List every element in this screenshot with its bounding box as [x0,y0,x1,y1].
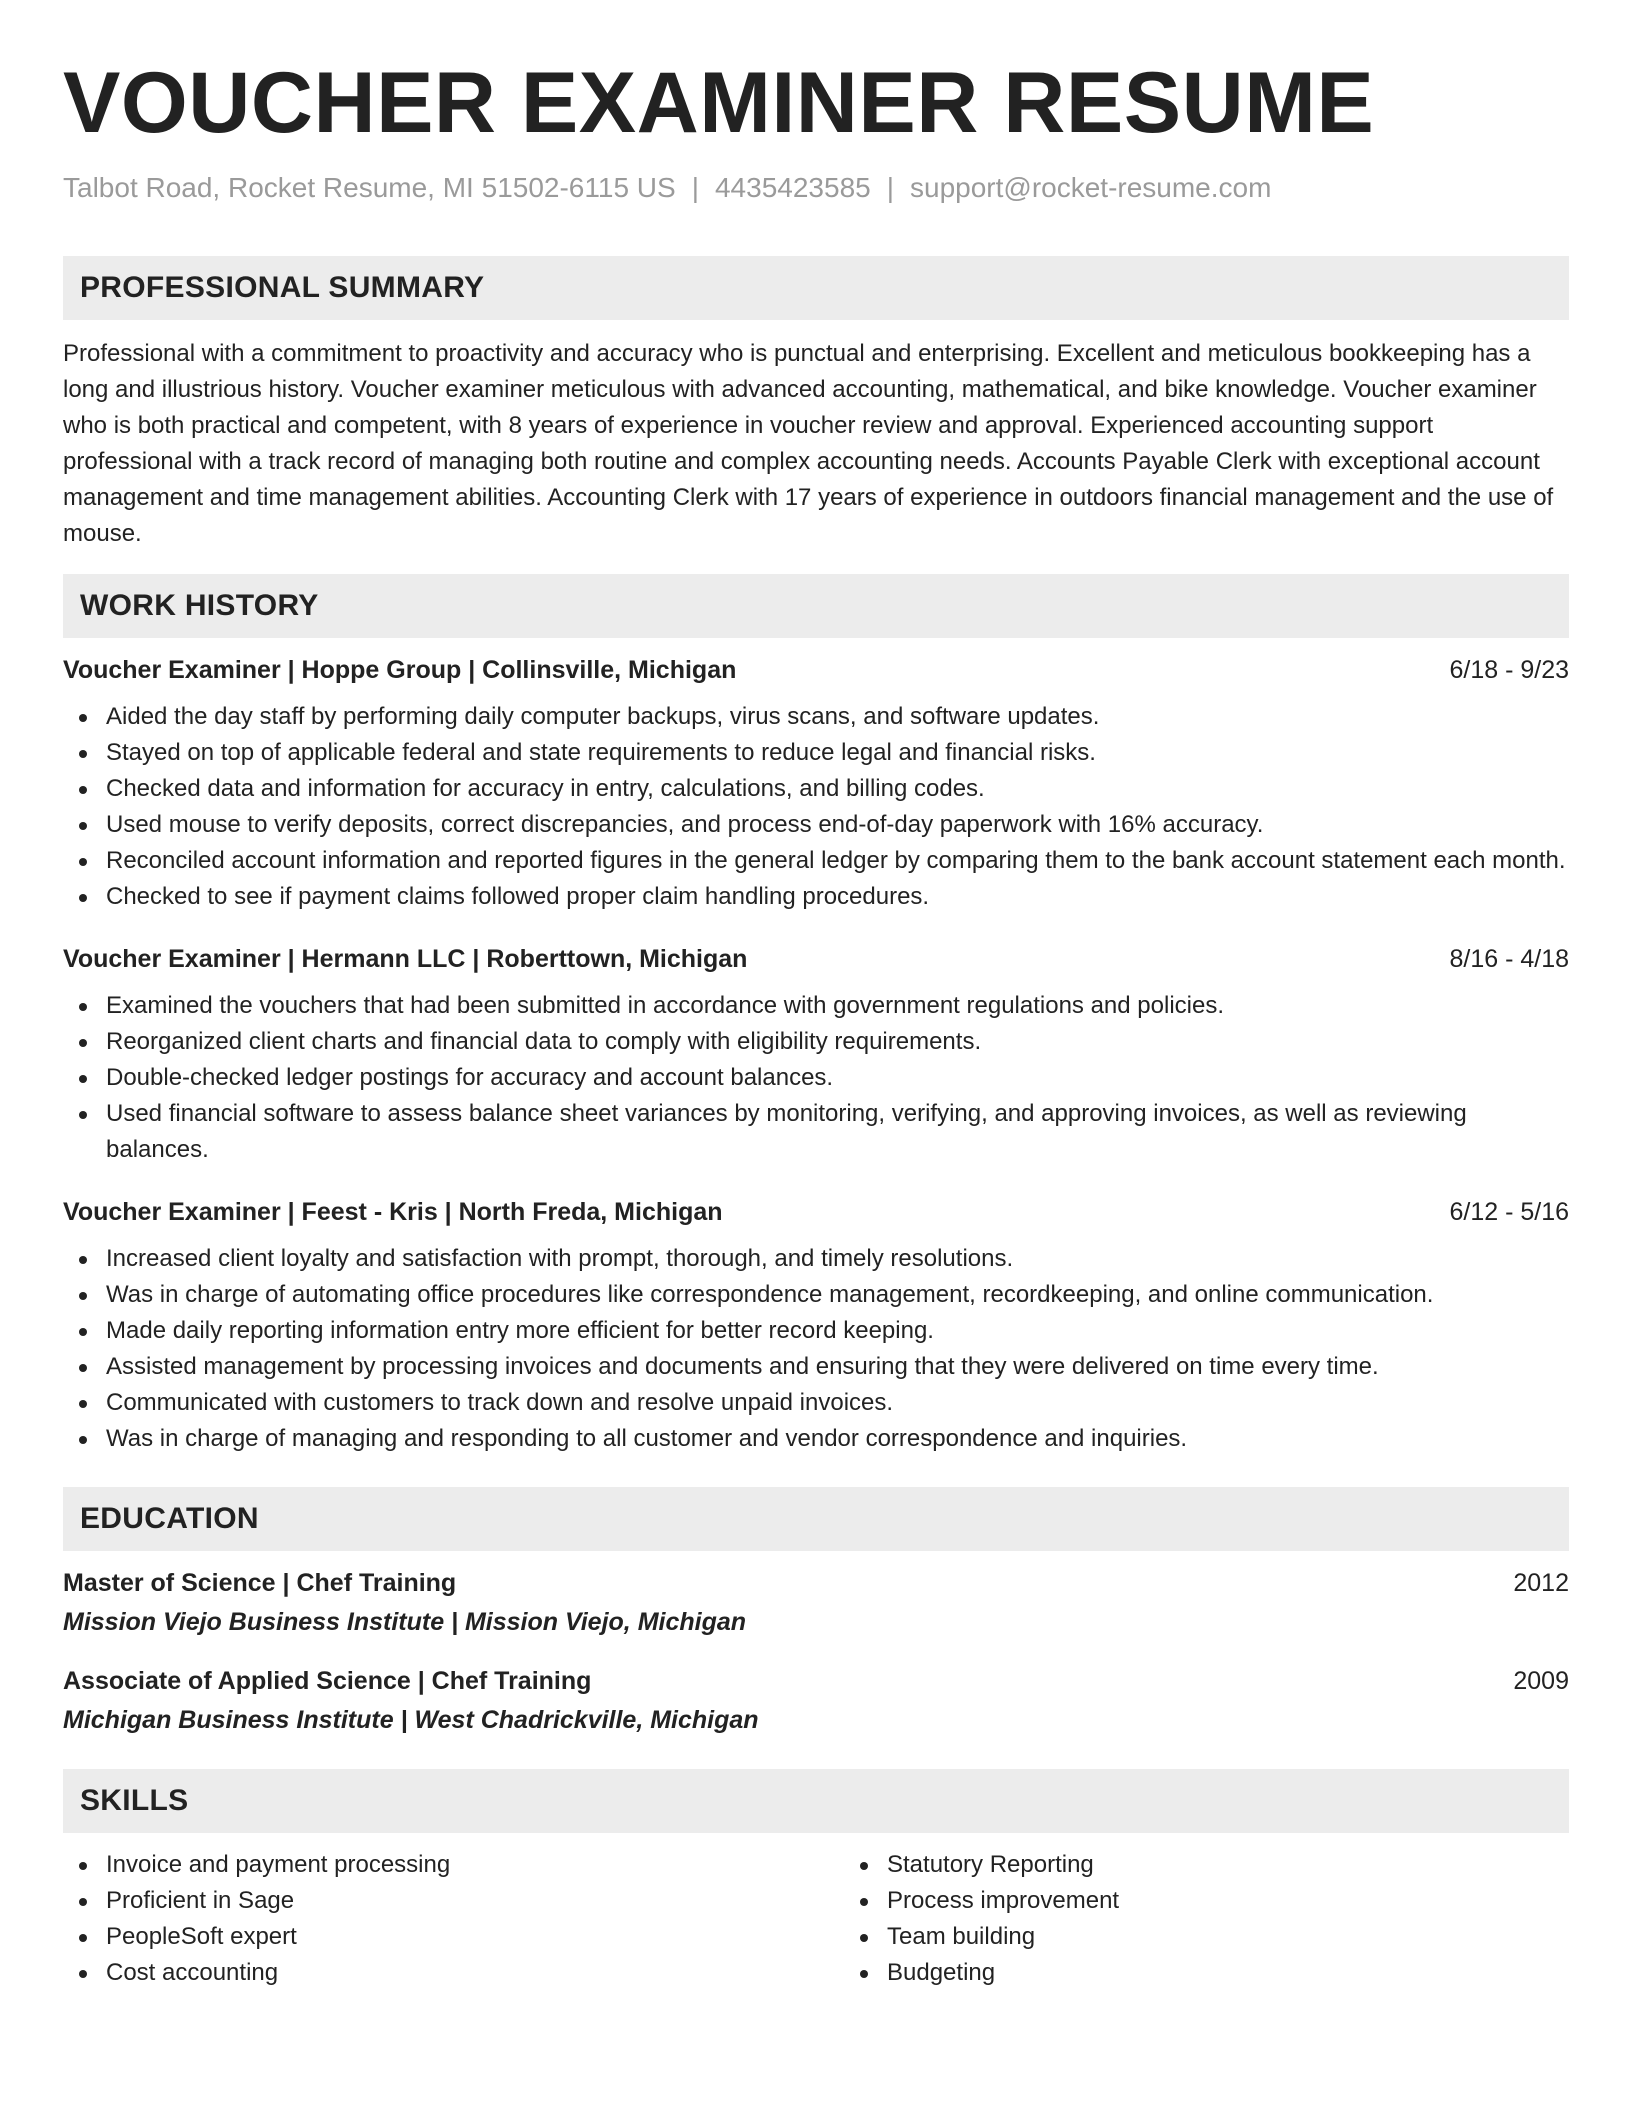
education-heading: EDUCATION [63,1487,1569,1551]
job-bullet: Communicated with customers to track down and resolve unpaid invoices. [106,1385,1569,1421]
contact-separator: | [691,172,699,203]
contact-line [63,172,1569,204]
education-degree: Master of Science | Chef Training [63,1569,457,1597]
education-year: 2009 [1513,1667,1569,1695]
job-dates: 6/12 - 5/16 [1449,1198,1569,1226]
education-year: 2012 [1513,1569,1569,1597]
resume-title: VOUCHER EXAMINER RESUME [63,55,1375,151]
job-bullet: Stayed on top of applicable federal and state requirements to reduce legal and financial risks. [106,735,1569,771]
job-bullet: Double-checked ledger postings for accuracy and account balances. [106,1060,1569,1096]
contact-address: Talbot Road, Rocket Resume, MI 51502-6115 US [63,172,676,203]
summary-text: Professional with a commitment to proactivity and accuracy who is punctual and enterprising. Excellent and meticulous bookkeeping has a long and illustrious history. Voucher examiner meticulous with advanced accounting, mathematical, and bike knowledge. Voucher examiner who is both practical and competent, with 8 years of experience in voucher review and approval. Experienced accounting support professional with a track record of managing both routine and complex accounting needs. Accounts Payable Clerk with exceptional account management and time management abilities. Accounting Clerk with 17 years of experience in outdoors financial management and the use of mouse. [63,340,1554,547]
contact-phone: 4435423585 [714,172,871,203]
work-history-heading: WORK HISTORY [63,574,1569,638]
job-entry [63,1198,1569,1457]
job-dates: 8/16 - 4/18 [1449,945,1569,973]
job-bullet: Increased client loyalty and satisfaction with prompt, thorough, and timely resolutions. [106,1241,1569,1277]
education-school: Mission Viejo Business Institute | Mission Viejo, Michigan [63,1608,747,1636]
education-entry [63,1569,1569,1637]
contact-separator: | [886,172,894,203]
job-title: Voucher Examiner | Hermann LLC | Roberttown, Michigan [63,945,748,973]
job-bullet: Reorganized client charts and financial data to comply with eligibility requirements. [106,1024,1569,1060]
job-dates: 6/18 - 9/23 [1449,656,1569,684]
job-entry [63,656,1569,915]
job-bullets [63,699,1569,915]
job-title: Voucher Examiner | Feest - Kris | North Freda, Michigan [63,1198,723,1226]
job-bullet: Aided the day staff by performing daily computer backups, virus scans, and software updates. [106,699,1569,735]
skill-item: Statutory Reporting [887,1847,1119,1883]
job-bullet: Checked to see if payment claims followed proper claim handling procedures. [106,879,1569,915]
job-bullet: Used financial software to assess balance sheet variances by monitoring, verifying, and approving invoices, as well as reviewing balances. [106,1096,1569,1168]
skill-item: Budgeting [887,1955,1119,1991]
job-bullet: Was in charge of managing and responding to all customer and vendor correspondence and inquiries. [106,1421,1569,1457]
job-title: Voucher Examiner | Hoppe Group | Collinsville, Michigan [63,656,737,684]
job-bullets [63,988,1569,1168]
skills-column-right [844,1847,1119,1991]
skill-item: Invoice and payment processing [106,1847,844,1883]
job-bullet: Reconciled account information and reported figures in the general ledger by comparing them to the bank account statement each month. [106,843,1569,879]
job-bullets [63,1241,1569,1457]
skills-list [63,1847,1569,1991]
job-bullet: Used mouse to verify deposits, correct discrepancies, and process end-of-day paperwork with 16% accuracy. [106,807,1569,843]
skills-column-left [63,1847,844,1991]
skill-item: Cost accounting [106,1955,844,1991]
summary-heading: PROFESSIONAL SUMMARY [63,256,1569,320]
job-entry [63,945,1569,1168]
skill-item: Proficient in Sage [106,1883,844,1919]
skill-item: Team building [887,1919,1119,1955]
job-bullet: Assisted management by processing invoices and documents and ensuring that they were delivered on time every time. [106,1349,1569,1385]
job-bullet: Checked data and information for accuracy in entry, calculations, and billing codes. [106,771,1569,807]
job-bullet: Examined the vouchers that had been submitted in accordance with government regulations and policies. [106,988,1569,1024]
skills-heading: SKILLS [63,1769,1569,1833]
education-degree: Associate of Applied Science | Chef Training [63,1667,592,1695]
job-bullet: Made daily reporting information entry more efficient for better record keeping. [106,1313,1569,1349]
skill-item: Process improvement [887,1883,1119,1919]
contact-email: support@rocket-resume.com [910,172,1272,203]
education-school: Michigan Business Institute | West Chadrickville, Michigan [63,1706,759,1734]
education-entry [63,1667,1569,1735]
job-bullet: Was in charge of automating office procedures like correspondence management, recordkeeping, and online communication. [106,1277,1569,1313]
skill-item: PeopleSoft expert [106,1919,844,1955]
